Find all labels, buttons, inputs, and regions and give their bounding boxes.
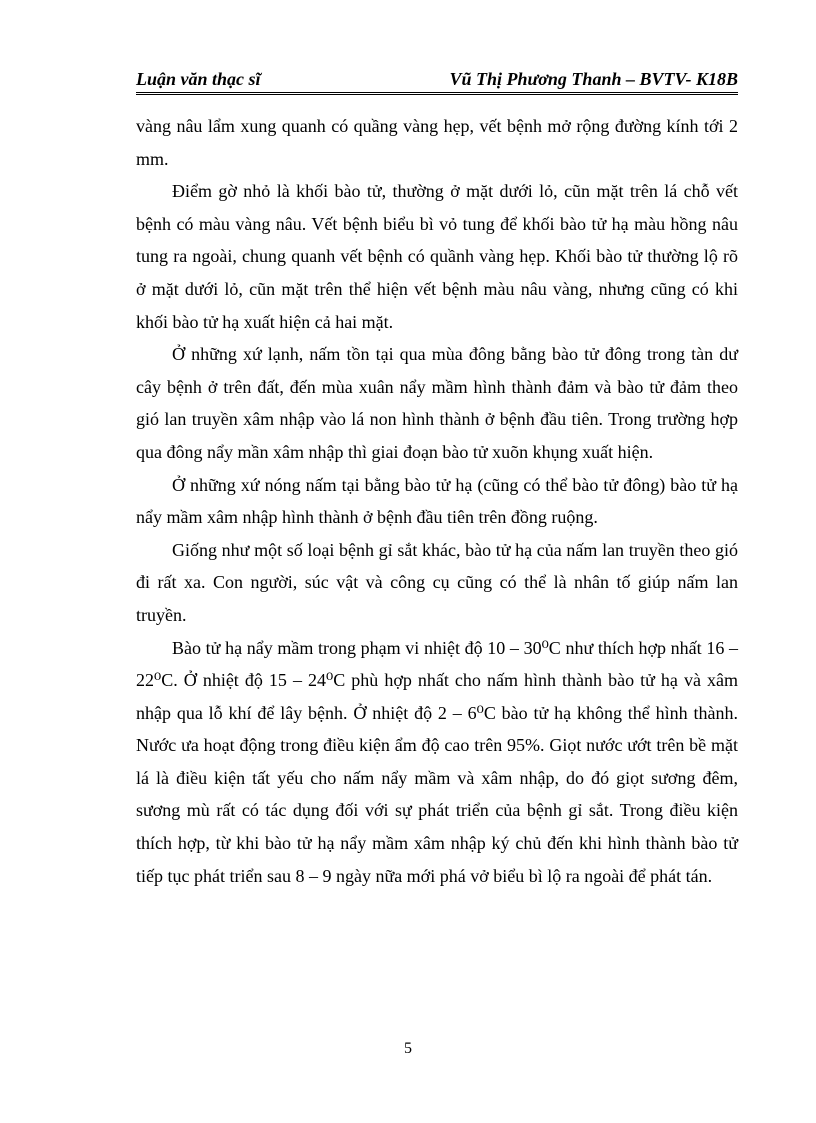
header-author-label: Vũ Thị Phương Thanh – BVTV- K18B xyxy=(449,69,738,89)
paragraph: Ở những xứ lạnh, nấm tồn tại qua mùa đông bằng bào tử đông trong tàn dư cây bệnh ở trên đất, đến mùa xuân nẩy mầm hình thành đảm và bào tử đảm theo gió lan truyền xâm nhập vào lá non hình thành ở bệnh đầu tiên. Trong trường hợp qua đông nẩy mần xâm nhập thì giai đoạn bào tử xuõn khụng xuất hiện. xyxy=(136,344,738,462)
header-thesis-label: Luận văn thạc sĩ xyxy=(136,69,261,89)
paragraph: Điểm gờ nhỏ là khối bào tử, thường ở mặt dưới lỏ, cũn mặt trên lá chỗ vết bệnh có màu vàng nâu. Vết bệnh biểu bì vỏ tung để khối bào tử hạ màu hồng nâu tung ra ngoài, chung quanh vết bệnh có quầnh vàng hẹp. Khối bào tử thường lộ rõ ở mặt dưới lỏ, cũn mặt trên thể hiện vết bệnh màu nâu vàng, nhưng cũng có khi khối bào tử hạ xuất hiện cả hai mặt. xyxy=(136,181,738,332)
paragraph: Bào tử hạ nẩy mầm trong phạm vi nhiệt độ 10 – 30⁰C như thích hợp nhất 16 – 22⁰C. Ở nhiệt độ 15 – 24⁰C phù hợp nhất cho nấm hình thành bào tử hạ và xâm nhập qua lỗ khí để lây bệnh. Ở nhiệt độ 2 – 6⁰C bào tử hạ không thể hình thành. Nước ưa hoạt động trong điều kiện ẩm độ cao trên 95%. Giọt nước ướt trên bề mặt lá là điều kiện tất yếu cho nấm nẩy mầm và xâm nhập, do đó giọt sương đêm, sương mù rất có tác dụng đối với sự phát triển của bệnh gỉ sắt. Trong điều kiện thích hợp, từ khi bào tử hạ nẩy mầm xâm nhập ký chủ đến khi hình thành bào tử tiếp tục phát triển sau 8 – 9 ngày nữa mới phá vở biểu bì lộ ra ngoài để phát tán. xyxy=(136,637,738,886)
paragraph: Ở những xứ nóng nấm tại bằng bào tử hạ (cũng có thể bào tử đông) bào tử hạ nẩy mầm xâm nhập hình thành ở bệnh đầu tiên trên đồng ruộng. xyxy=(136,474,738,528)
paragraph: Giống như một số loại bệnh gỉ sắt khác, bào tử hạ của nấm lan truyền theo gió đi rất xa. Con người, súc vật và công cụ cũng có thể là nhân tố giúp nấm lan truyền. xyxy=(136,539,738,625)
paragraph-continuation: vàng nâu lẩm xung quanh có quầng vàng hẹp, vết bệnh mở rộng đường kính tới 2 mm. xyxy=(136,116,738,169)
page-number: 5 xyxy=(404,1040,412,1057)
body-text xyxy=(136,110,738,892)
running-header xyxy=(136,68,738,95)
